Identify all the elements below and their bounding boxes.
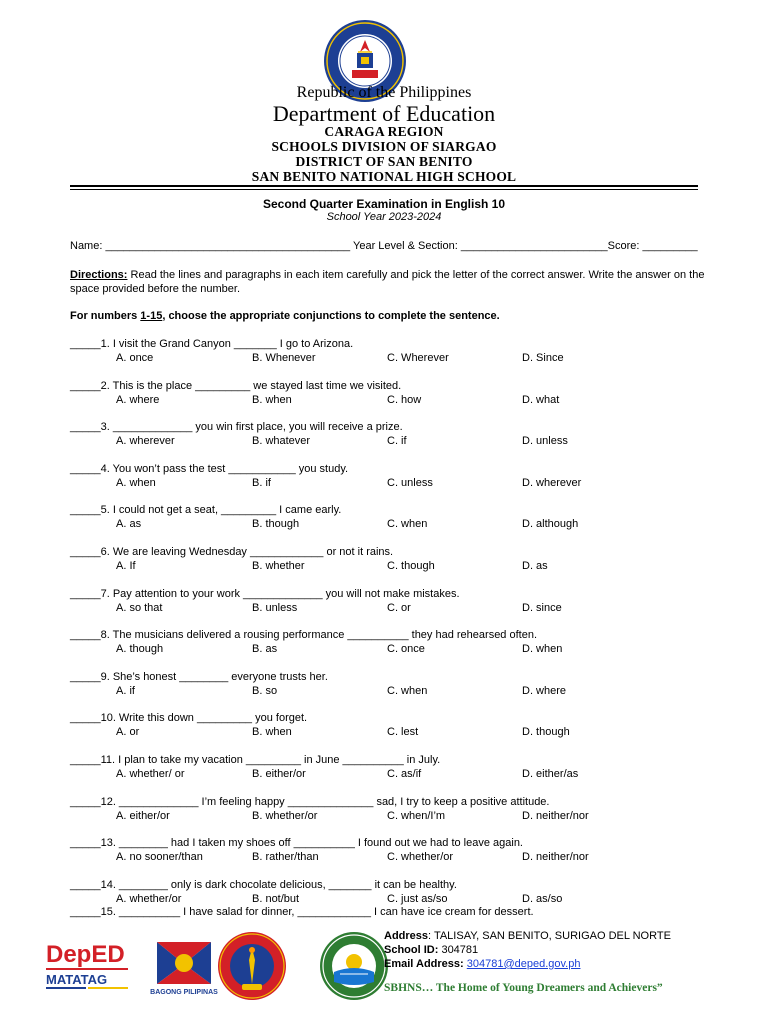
answer-option: C. Wherever (387, 352, 449, 364)
division-text: SCHOOLS DIVISION OF SIARGAO (271, 139, 497, 154)
region-text: CARAGA REGION (324, 124, 444, 139)
directions-label: Directions: (70, 269, 128, 281)
instruction-range: 1-15 (140, 310, 163, 322)
question-item (70, 420, 710, 448)
division-of-siargao-seal (216, 930, 288, 1002)
answer-option: C. once (387, 643, 425, 656)
answer-option: D. though (522, 726, 570, 739)
header-divider (70, 185, 698, 187)
deped-logo-text: DepED (46, 941, 125, 968)
question-stem[interactable]: _____11. I plan to take my vacation _________ in June __________ in July. (70, 754, 441, 766)
answer-option: B. when (252, 726, 292, 739)
email-label: Email Address: (384, 958, 464, 970)
header-divider-thin (70, 189, 698, 190)
question-item (70, 503, 710, 531)
answer-option: C. when (387, 518, 428, 531)
answer-option: B. as (252, 643, 278, 656)
answer-option: C. when (387, 684, 428, 697)
question-stem[interactable]: _____3. _____________ you win first place, you will receive a prize. (70, 421, 403, 434)
department-title: Department of Education (272, 101, 496, 126)
question-stem[interactable]: _____10. Write this down _________ you forget. (70, 712, 308, 725)
question-options (70, 434, 710, 448)
question-stem[interactable]: _____15. __________ I have salad for dinner, ____________ I can have ice cream for dessert. (70, 906, 534, 918)
answer-option: C. whether/or (387, 851, 454, 864)
question-stem[interactable]: _____5. I could not get a seat, _________ I came early. (70, 504, 342, 517)
question-options (70, 351, 710, 365)
answer-option: D. neither/nor (522, 851, 589, 864)
deped-matatag-logo (44, 936, 130, 992)
answer-option: C. lest (387, 726, 419, 739)
question-item (70, 379, 710, 407)
question-options (70, 476, 710, 490)
bagong-pilipinas-logo (147, 934, 221, 996)
question-item (70, 587, 710, 615)
answer-option: D. where (522, 684, 567, 697)
address-value: : TALISAY, SAN BENITO, SURIGAO DEL NORTE (428, 930, 671, 942)
answer-option: C. just as/so (387, 892, 448, 905)
question-options (70, 809, 710, 823)
answer-option: C. as/if (387, 768, 422, 780)
school-name-text: SAN BENITO NATIONAL HIGH SCHOOL (251, 169, 517, 184)
instruction-prefix: For numbers (70, 310, 141, 322)
question-stem[interactable]: _____6. We are leaving Wednesday ____________ or not it rains. (70, 546, 394, 558)
answer-option: C. how (387, 393, 422, 406)
question-options (70, 517, 710, 531)
answer-option: D. wherever (522, 476, 582, 489)
answer-option: A. or (116, 726, 140, 739)
question-options (70, 850, 710, 864)
answer-option: B. either/or (252, 768, 306, 780)
question-item (70, 670, 710, 698)
question-item (70, 795, 710, 823)
answer-option: A. either/or (116, 809, 170, 822)
email-line (384, 958, 580, 970)
question-stem[interactable]: _____4. You won’t pass the test ___________ you study. (70, 462, 349, 475)
question-options (70, 601, 710, 615)
answer-option: D. either/as (522, 768, 579, 780)
question-item (70, 545, 710, 573)
answer-option: B. Whenever (252, 352, 316, 364)
answer-option: C. unless (387, 476, 433, 489)
answer-option: A. If (116, 560, 136, 572)
answer-option: B. unless (252, 601, 298, 614)
republic-text: Republic of the Philippines (296, 84, 472, 101)
answer-option: B. whether/or (252, 809, 318, 822)
address-line (384, 930, 671, 942)
school-year: School Year 2023-2024 (326, 211, 442, 223)
answer-option: B. whether (252, 560, 305, 572)
matatag-text: MATATAG (46, 972, 108, 987)
answer-option: A. wherever (116, 435, 175, 448)
answer-option: A. so that (116, 601, 163, 614)
answer-option: D. neither/nor (522, 809, 589, 822)
answer-option: D. what (522, 393, 560, 406)
answer-option: C. or (387, 601, 411, 614)
question-options (70, 642, 710, 656)
answer-option: B. when (252, 393, 292, 406)
address-label: Address (384, 930, 429, 942)
name-line[interactable]: Name: ________________________________________ Year Level & Section: ________________________Score: _________ (70, 240, 698, 252)
answer-option: A. once (116, 352, 154, 364)
answer-option: D. as/so (522, 892, 563, 905)
question-item (70, 628, 710, 656)
answer-option: B. not/but (252, 892, 300, 905)
exam-title: Second Quarter Examination in English 10 (262, 197, 506, 211)
email-link[interactable]: 304781@deped.gov.ph (466, 958, 581, 970)
question-stem[interactable]: _____7. Pay attention to your work _____________ you will not make mistakes. (70, 587, 460, 600)
answer-option: C. when/I’m (387, 809, 446, 822)
question-item (70, 337, 710, 365)
answer-option: D. Since (522, 352, 564, 364)
question-item (70, 753, 710, 781)
answer-option: D. unless (522, 435, 568, 448)
answer-option: A. no sooner/than (116, 851, 203, 864)
question-item (70, 462, 710, 490)
question-item (70, 905, 710, 919)
school-motto: SBHNS… The Home of Young Dreamers and Achievers” (384, 982, 663, 994)
question-options (70, 767, 710, 781)
answer-option: A. if (116, 684, 135, 697)
question-options (70, 684, 710, 698)
answer-option: C. though (387, 560, 435, 572)
question-stem[interactable]: _____12. _____________ I’m feeling happy ______________ sad, I try to keep a positive attitude. (70, 795, 550, 808)
question-options (70, 559, 710, 573)
answer-option: D. as (522, 560, 548, 572)
answer-option: A. though (116, 643, 164, 656)
question-stem[interactable]: _____9. She’s honest ________ everyone trusts her. (70, 670, 328, 683)
answer-option: D. when (522, 643, 563, 656)
question-stem[interactable]: _____14. ________ only is dark chocolate delicious, _______ it can be healthy. (70, 878, 457, 891)
answer-option: A. whether/ or (116, 768, 185, 780)
bagong-pilipinas-text: BAGONG PILIPINAS (150, 989, 218, 996)
directions (70, 268, 710, 296)
answer-option: A. where (116, 393, 160, 406)
sbnhs-seal (318, 930, 390, 1002)
school-id-value: 304781 (438, 944, 479, 956)
question-options (70, 393, 710, 407)
question-item (70, 878, 710, 906)
question-stem[interactable]: _____1. I visit the Grand Canyon _______ I go to Arizona. (70, 338, 354, 350)
school-id-label: School ID: (384, 944, 439, 956)
answer-option: B. so (252, 684, 278, 697)
instruction (70, 310, 500, 322)
directions-text: Read the lines and paragraphs in each item carefully and pick the letter of the correct answer. Write the answer on the space provided before the number. (70, 269, 705, 295)
answer-option: A. whether/or (116, 892, 182, 905)
district-text: DISTRICT OF SAN BENITO (295, 154, 473, 169)
instruction-suffix: , choose the appropriate conjunctions to complete the sentence. (162, 310, 500, 322)
question-options (70, 892, 710, 906)
answer-option: A. when (116, 476, 156, 489)
answer-option: B. though (252, 518, 300, 531)
answer-option: B. whatever (252, 435, 311, 448)
answer-option: D. since (522, 601, 562, 614)
answer-option: B. if (252, 476, 271, 489)
question-item (70, 836, 710, 864)
question-stem[interactable]: _____13. ________ had I taken my shoes off __________ I found out we had to leave again. (70, 837, 523, 850)
question-options (70, 725, 710, 739)
answer-option: D. although (522, 518, 579, 531)
question-item (70, 711, 710, 739)
answer-option: C. if (387, 435, 407, 448)
question-stem[interactable]: _____2. This is the place _________ we stayed last time we visited. (70, 379, 402, 392)
answer-option: B. rather/than (252, 851, 319, 864)
question-stem[interactable]: _____8. The musicians delivered a rousing performance __________ they had rehearsed often. (70, 629, 538, 642)
school-id-line (384, 944, 478, 956)
answer-option: A. as (116, 518, 142, 531)
